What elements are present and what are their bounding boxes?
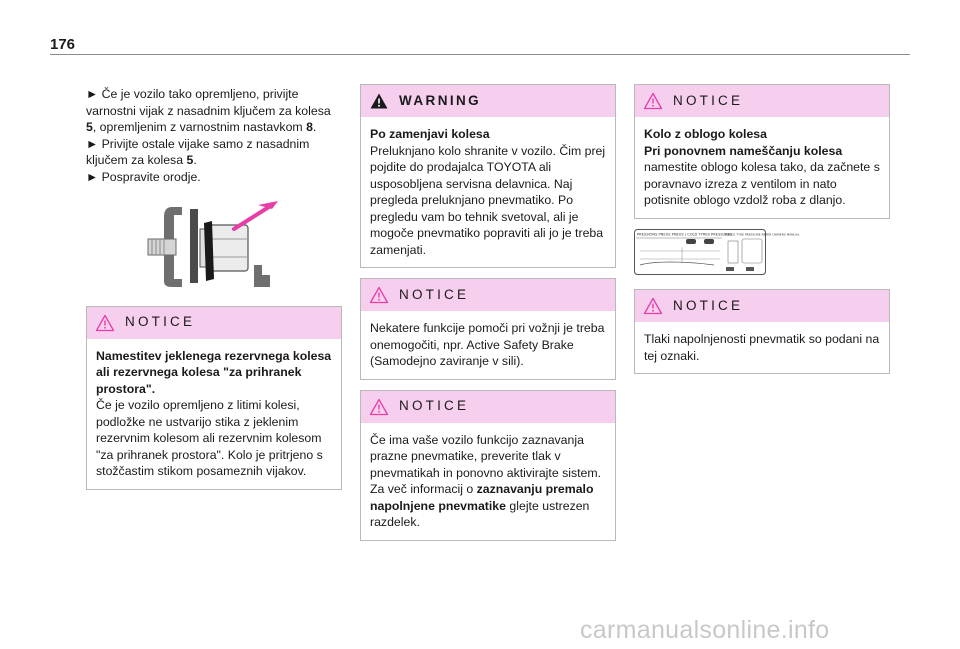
notice-box-underinflation bbox=[360, 390, 616, 541]
column-1 bbox=[86, 86, 342, 500]
tyre-label-side-text: CHECK TYRE PRESSURE REFER OWNERS MANUAL bbox=[725, 232, 800, 236]
column-2 bbox=[360, 84, 616, 551]
notice-label: NOTICE bbox=[673, 92, 744, 108]
warning-body bbox=[361, 117, 615, 267]
notice-body bbox=[87, 339, 341, 489]
tyre-label-icon bbox=[634, 229, 800, 275]
warning-triangle-icon bbox=[369, 286, 389, 304]
instruction-steps bbox=[86, 86, 342, 185]
notice-box-spare-wheel bbox=[86, 306, 342, 490]
notice-body bbox=[635, 322, 889, 373]
notice-header bbox=[635, 85, 889, 117]
notice-header bbox=[635, 290, 889, 322]
tyre-pressure-label-image bbox=[634, 229, 890, 280]
notice-body bbox=[361, 423, 615, 540]
notice-subtitle: Pri ponovnem nameščanju kolesa bbox=[644, 143, 843, 158]
notice-text: Če ima vaše vozilo funkcijo zaznavanja prazne pnevmatike, preverite tlak v pnevmatikah in ponovno aktivirajte sistem. Za več informacij o zaznavanju premalo napolnjene pnevmatike glejte ustrezen razdelek. bbox=[370, 432, 602, 529]
notice-body bbox=[635, 117, 889, 218]
header-rule bbox=[50, 54, 910, 55]
warning-text: Preluknjano kolo shranite v vozilo. Čim prej pojdite do prodajalca TOYOTA ali usposobljena servisna delavnica. Naj pregleda preluknjano pnevmatiko. Po pregledu vam bo tehnik svetoval, ali je mogoče pnevmatiko popraviti ali jo je treba zamenjati. bbox=[370, 143, 606, 257]
page-number: 176 bbox=[50, 36, 76, 53]
warning-header bbox=[361, 85, 615, 117]
notice-label: NOTICE bbox=[399, 286, 470, 302]
notice-text: Nekatere funkcije pomoči pri vožnji je treba onemogočiti, npr. Active Safety Brake (Samodejno zaviranje v sili). bbox=[370, 321, 605, 368]
column-3 bbox=[634, 84, 890, 384]
notice-label: NOTICE bbox=[125, 314, 196, 330]
warning-triangle-icon bbox=[643, 92, 663, 110]
locking-bolt-icon bbox=[86, 199, 342, 289]
warning-title: Po zamenjavi kolesa bbox=[370, 127, 490, 141]
wheel-bolt-illustration bbox=[86, 199, 342, 294]
warning-filled-icon bbox=[369, 92, 389, 110]
notice-text: Če je vozilo opremljeno z litimi kolesi, podložke ne ustvarijo stika z jeklenim rezervnim kolesom ali rezervnim kolesom "za prihranek prostora". Kolo je pritrjeno s stožčastim stikom posameznih vijakov. bbox=[96, 398, 323, 478]
warning-triangle-icon bbox=[369, 398, 389, 416]
notice-box-pressure-label bbox=[634, 289, 890, 374]
step-1: ► Če je vozilo tako opremljeno, privijte varnostni vijak z nasadnim ključem za kolesa 5, opremljenim z varnostnim nastavkom 8. bbox=[86, 87, 331, 134]
notice-title: Namestitev jeklenega rezervnega kolesa ali rezervnega kolesa "za prihranek prostora". bbox=[96, 348, 332, 396]
notice-title: Kolo z oblogo kolesa bbox=[644, 127, 767, 141]
notice-header bbox=[361, 279, 615, 311]
notice-text: namestite oblogo kolesa tako, da začnete s poravnavo izreza z ventilom in nato potisnite oblogo vzdolž roba z dlanjo. bbox=[644, 160, 880, 207]
warning-box bbox=[360, 84, 616, 268]
step-2: ► Privijte ostale vijake samo z nasadnim ključem za kolesa 5. bbox=[86, 136, 310, 167]
notice-header bbox=[361, 391, 615, 423]
warning-triangle-icon bbox=[95, 314, 115, 332]
notice-header bbox=[87, 307, 341, 339]
notice-body bbox=[361, 311, 615, 379]
notice-box-driving-aids bbox=[360, 278, 616, 380]
watermark: carmanualsonline.info bbox=[580, 616, 830, 644]
notice-label: NOTICE bbox=[399, 398, 470, 414]
tyre-label-header: PRESSIONS PNEUS PNEUS / COLD TYRES PRESSURES bbox=[637, 232, 733, 236]
warning-label: WARNING bbox=[399, 92, 482, 108]
warning-triangle-icon bbox=[643, 297, 663, 315]
notice-text: Tlaki napolnjenosti pnevmatik so podani na tej oznaki. bbox=[644, 332, 880, 363]
notice-box-wheel-trim bbox=[634, 84, 890, 219]
notice-label: NOTICE bbox=[673, 297, 744, 313]
step-3: ► Pospravite orodje. bbox=[86, 169, 201, 184]
